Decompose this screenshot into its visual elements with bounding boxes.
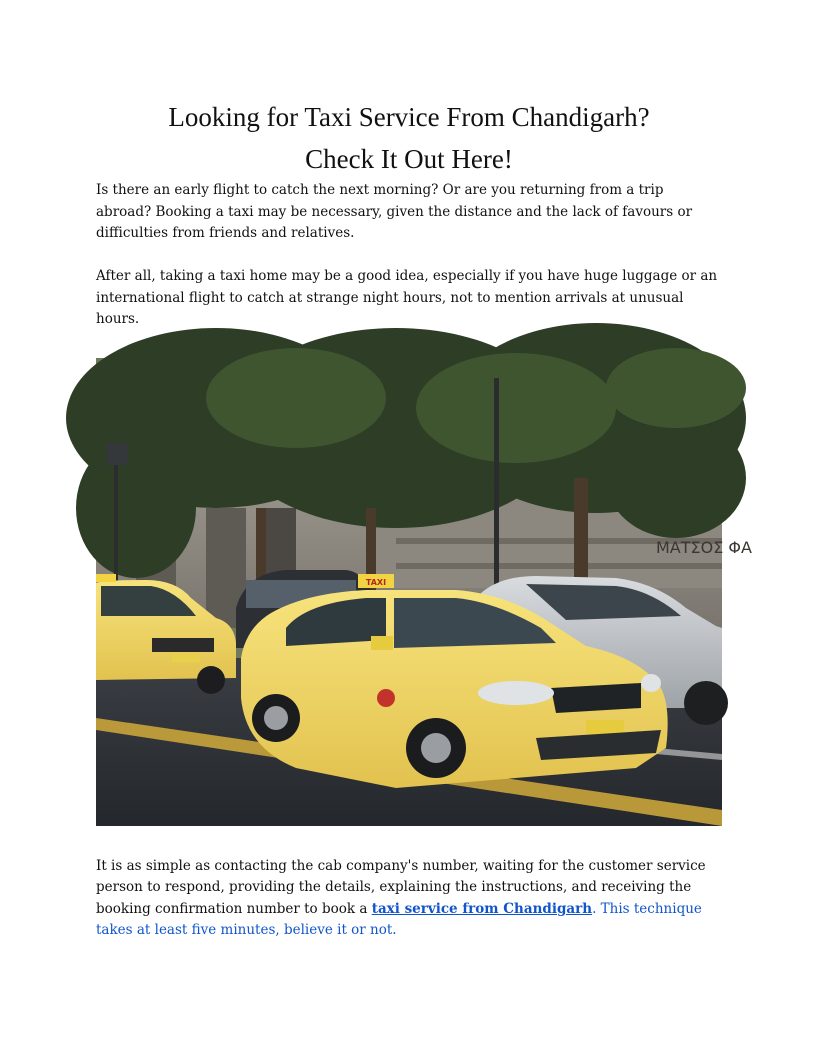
title-line-2: Check It Out Here! (305, 144, 513, 174)
paragraph-booking (96, 856, 722, 942)
paragraph-intro: Is there an early flight to catch the next morning? Or are you returning from a trip abroad? Booking a taxi may be necessary, given the distance and the lack of favours or difficulties from friends and relatives. (96, 182, 693, 241)
title-line-1: Looking for Taxi Service From Chandigarh? (168, 102, 650, 132)
taxi-photo (96, 358, 752, 826)
taxi-roof-sign: TAXI (365, 577, 387, 587)
paragraph-booking-lead: It is as simple as contacting the cab company's number, waiting for the customer service person to respond, providing the details, explaining the instructions, and receiving the booking confirmation number to book a (96, 857, 706, 917)
taxi-street-image (96, 358, 752, 826)
paragraph-booking-tail: . This technique takes at least five minutes, believe it or not. (96, 900, 702, 938)
paragraph-luggage: After all, taking a taxi home may be a good idea, especially if you have huge luggage or an international flight to catch at strange night hours, not to mention arrivals at unusual hours. (96, 268, 718, 327)
taxi-service-link[interactable]: taxi service from Chandigarh (371, 900, 593, 917)
document-page (96, 96, 752, 942)
wall-graffiti: ΜΑΤΣΟΣ ΦΑ (656, 537, 752, 557)
page-title (96, 96, 722, 180)
